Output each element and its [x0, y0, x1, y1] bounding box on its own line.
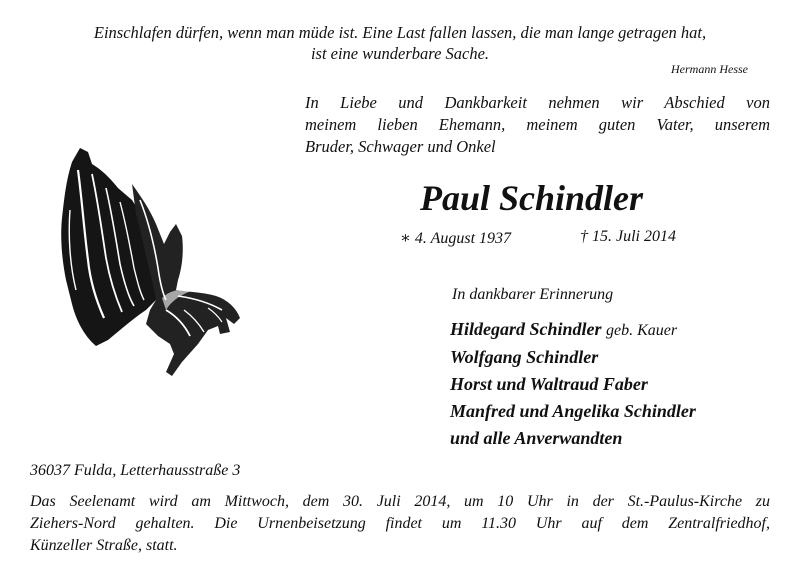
mourner-name: Wolfgang Schindler: [450, 347, 599, 367]
mourner-item: [450, 344, 696, 371]
mourner-name: Horst und Waltraud Faber: [450, 374, 648, 394]
quote-line-1: Einschlafen dürfen, wenn man müde ist. Eine Last fallen lassen, die man lange getragen hat,: [93, 23, 707, 42]
farewell-line-1: In Liebe und Dankbarkeit nehmen wir Abschied von: [305, 93, 770, 112]
mourner-name: und alle Anverwandten: [450, 428, 623, 448]
farewell-line-2: meinem lieben Ehemann, meinem guten Vater, unserem: [305, 115, 770, 134]
remembrance-line: In dankbarer Erinnerung: [452, 286, 614, 303]
family-address: 36037 Fulda, Letterhausstraße 3: [30, 462, 241, 479]
service-line-1: Das Seelenamt wird am Mittwoch, dem 30. Juli 2014, um 10 Uhr in der St.-Paulus-Kirche zu: [30, 493, 770, 510]
birth-date: ∗ 4. August 1937: [400, 230, 512, 247]
mourner-item: [450, 398, 696, 425]
service-line-3: Künzeller Straße, statt.: [30, 537, 178, 554]
mourner-item: [450, 371, 696, 398]
mourner-name: Manfred und Angelika Schindler: [450, 401, 696, 421]
death-date: † 15. Juli 2014: [580, 228, 676, 245]
quote-author: Hermann Hesse: [671, 62, 748, 76]
deceased-name: Paul Schindler: [420, 178, 644, 218]
mourner-item: [450, 425, 696, 452]
mourner-note: geb. Kauer: [606, 322, 678, 339]
hesse-quote: [30, 22, 770, 64]
quote-line-2: ist eine wunderbare Sache.: [310, 44, 490, 63]
service-details: [30, 491, 770, 557]
service-line-2: Ziehers-Nord gehalten. Die Urnenbeisetzung findet um 11.30 Uhr auf dem Zentralfriedhof,: [30, 515, 770, 532]
farewell-line-3: Bruder, Schwager und Onkel: [305, 137, 496, 156]
mourner-item: [450, 316, 696, 344]
mourners-list: [450, 316, 696, 452]
farewell-text: [305, 92, 770, 158]
mourner-name: Hildegard Schindler: [450, 319, 602, 339]
praying-hands-icon: [58, 140, 244, 380]
